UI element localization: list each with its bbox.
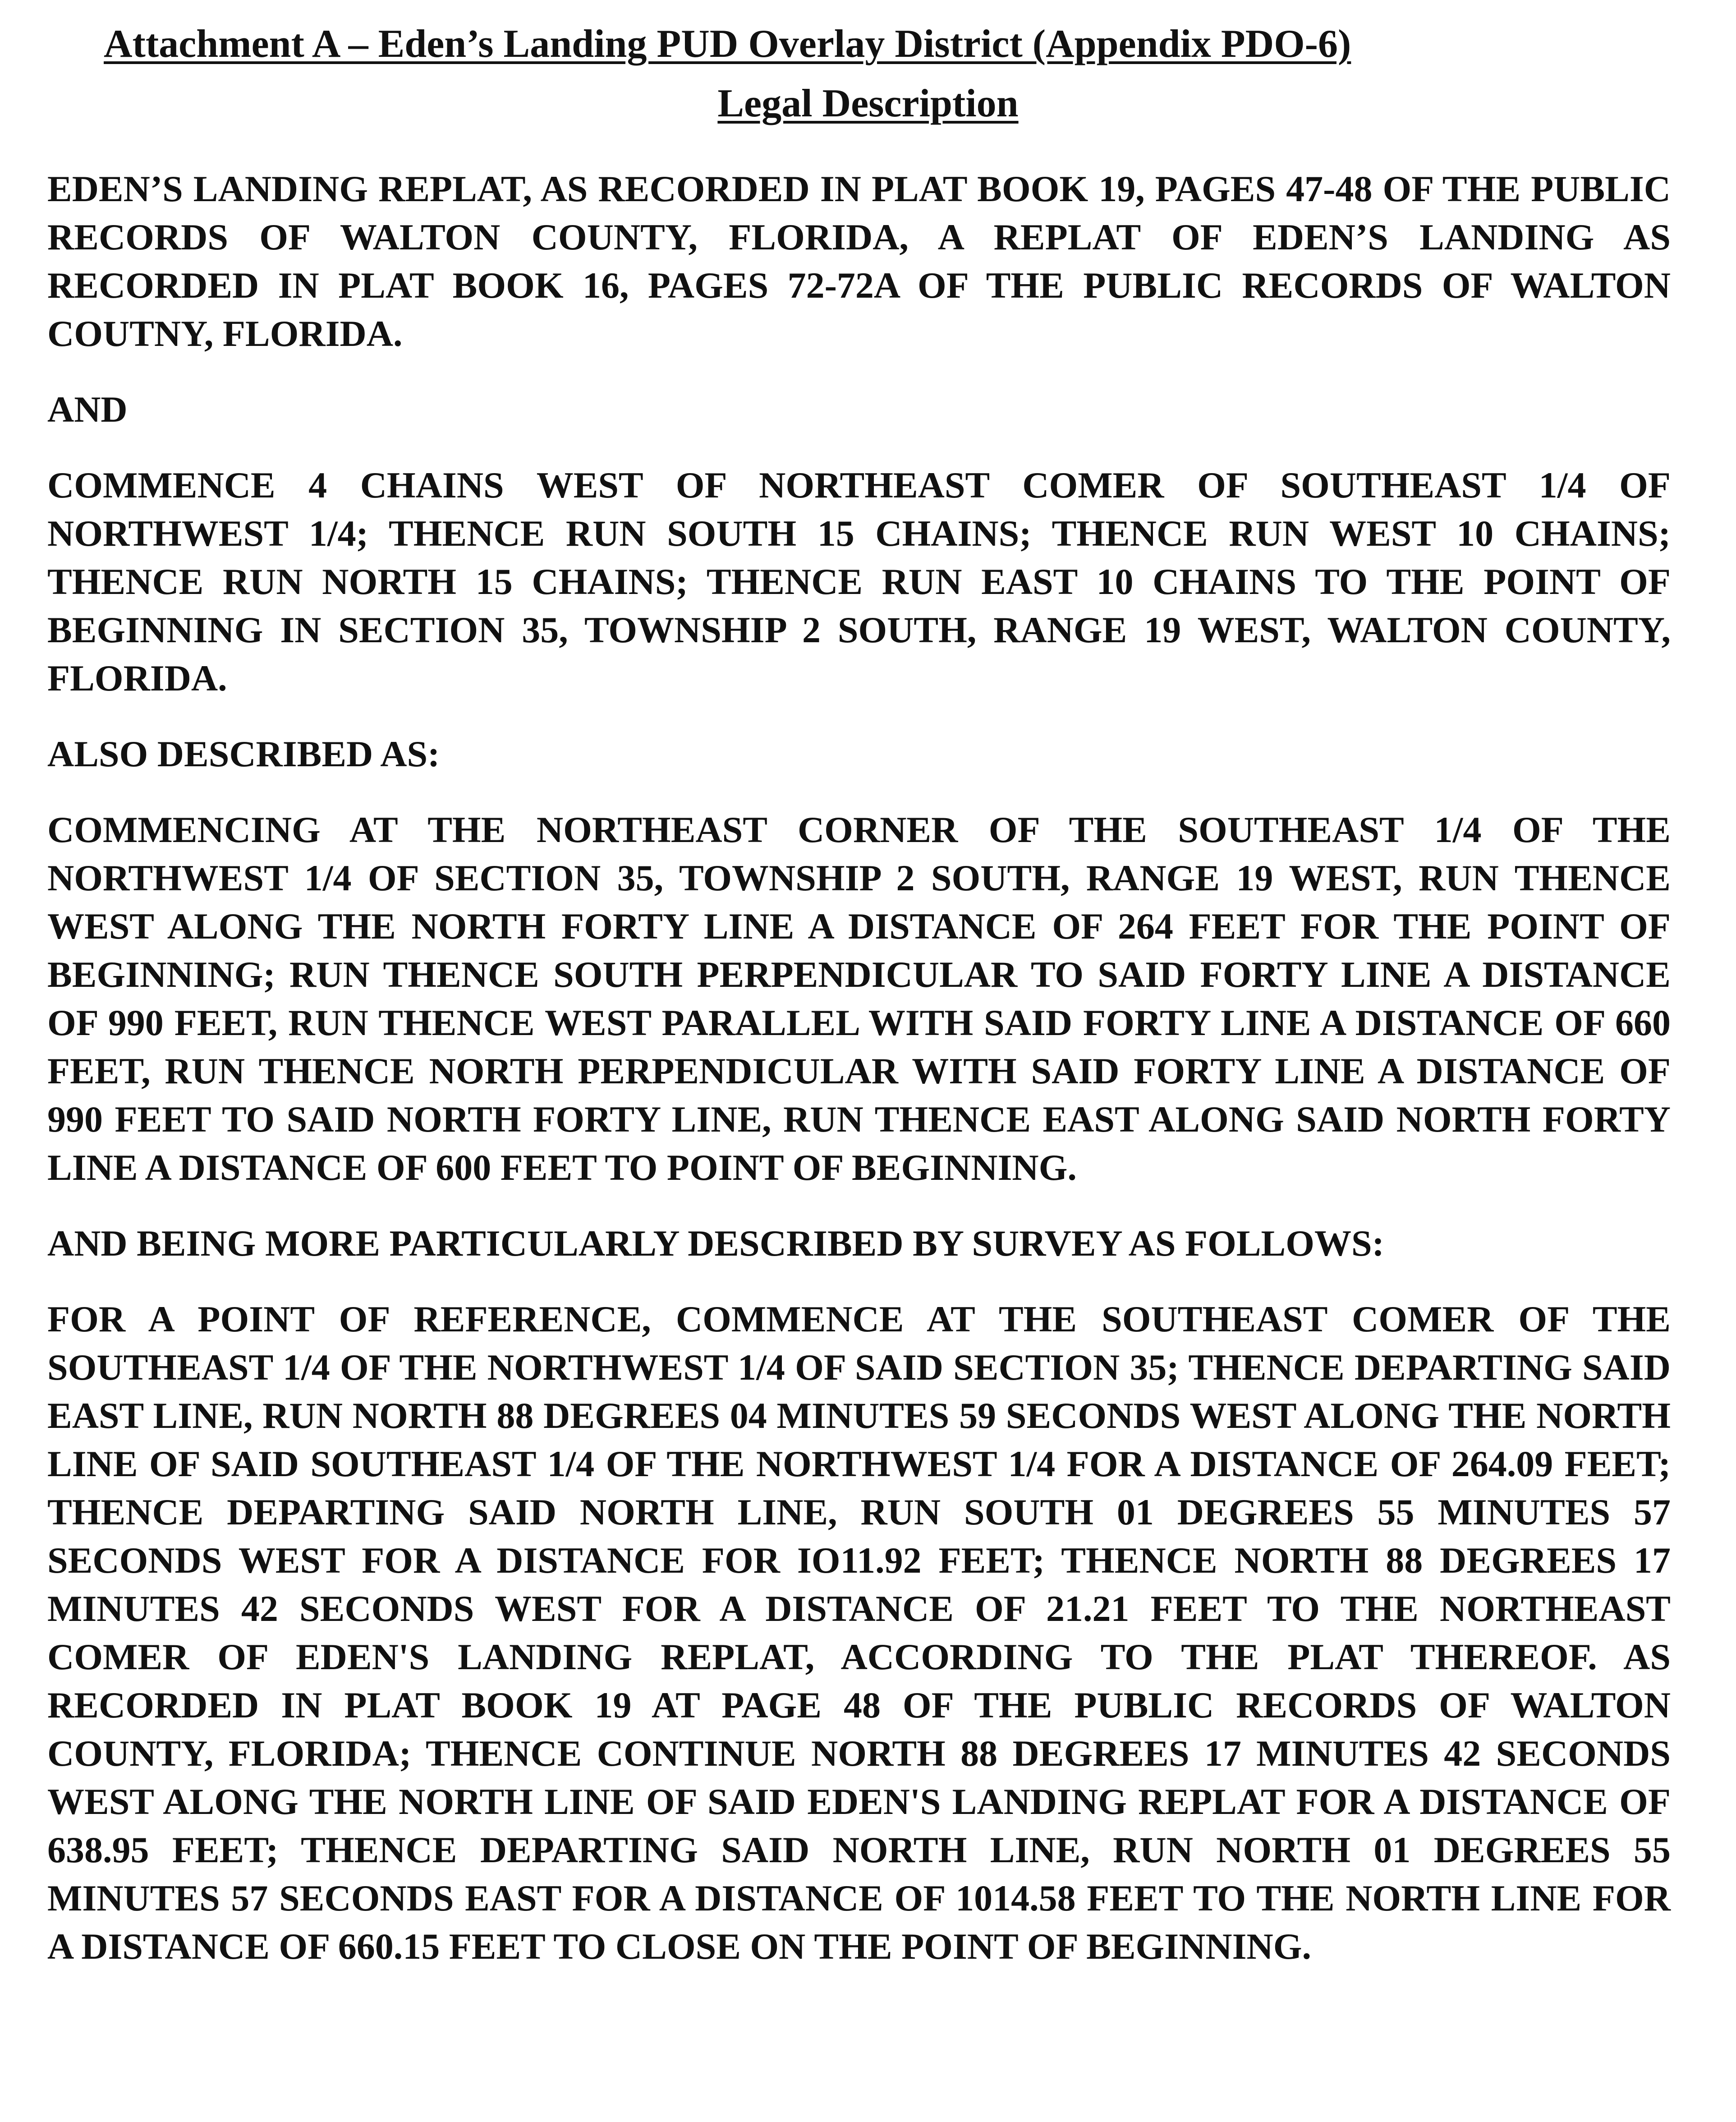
paragraph-commence-chains: COMMENCE 4 CHAINS WEST OF NORTHEAST COMER OF SOUTHEAST 1/4 OF NORTHWEST 1/4; THENCE RUN SOUTH 15 CHAINS; THENCE RUN WEST 10 CHAINS; THENCE RUN NORTH 15 CHAINS; THENCE RUN EAST 10 CHAINS TO THE POINT OF BEGINNING IN SECTION 35, TOWNSHIP 2 SOUTH, RANGE 19 WEST, WALTON COUNTY, FLORIDA. [47, 465, 1671, 699]
paragraph-survey-heading: AND BEING MORE PARTICULARLY DESCRIBED BY SURVEY AS FOLLOWS: [47, 1223, 1384, 1264]
legal-description-body [47, 165, 1671, 1998]
paragraph-survey-description: FOR A POINT OF REFERENCE, COMMENCE AT THE SOUTHEAST COMER OF THE SOUTHEAST 1/4 OF THE NORTHWEST 1/4 OF SAID SECTION 35; THENCE DEPARTING SAID EAST LINE, RUN NORTH 88 DEGREES 04 MINUTES 59 SECONDS WEST ALONG THE NORTH LINE OF SAID SOUTHEAST 1/4 OF THE NORTHWEST 1/4 FOR A DISTANCE OF 264.09 FEET; THENCE DEPARTING SAID NORTH LINE, RUN SOUTH 01 DEGREES 55 MINUTES 57 SECONDS WEST FOR A DISTANCE FOR IO11.92 FEET; THENCE NORTH 88 DEGREES 17 MINUTES 42 SECONDS WEST FOR A DISTANCE OF 21.21 FEET TO THE NORTHEAST COMER OF EDEN'S LANDING REPLAT, ACCORDING TO THE PLAT THEREOF. AS RECORDED IN PLAT BOOK 19 AT PAGE 48 OF THE PUBLIC RECORDS OF WALTON COUNTY, FLORIDA; THENCE CONTINUE NORTH 88 DEGREES 17 MINUTES 42 SECONDS WEST ALONG THE NORTH LINE OF SAID EDEN'S LANDING REPLAT FOR A DISTANCE OF 638.95 FEET; THENCE DEPARTING SAID NORTH LINE, RUN NORTH 01 DEGREES 55 MINUTES 57 SECONDS EAST FOR A DISTANCE OF 1014.58 FEET TO THE NORTH LINE FOR A DISTANCE OF 660.15 FEET TO CLOSE ON THE POINT OF BEGINNING. [47, 1298, 1671, 1967]
paragraph-replat: EDEN’S LANDING REPLAT, AS RECORDED IN PLAT BOOK 19, PAGES 47-48 OF THE PUBLIC RECORDS OF WALTON COUNTY, FLORIDA, A REPLAT OF EDEN’S LANDING AS RECORDED IN PLAT BOOK 16, PAGES 72-72A OF THE PUBLIC RECORDS OF WALTON COUTNY, FLORIDA. [47, 168, 1671, 354]
paragraph-and: AND [47, 389, 128, 430]
paragraph-also-described: ALSO DESCRIBED AS: [47, 733, 440, 774]
document-subtitle: Legal Description [717, 82, 1019, 125]
document-title: Attachment A – Eden’s Landing PUD Overlay District (Appendix PDO-6) [104, 22, 1351, 66]
paragraph-commencing-corner: COMMENCING AT THE NORTHEAST CORNER OF THE SOUTHEAST 1/4 OF THE NORTHWEST 1/4 OF SECTION 35, TOWNSHIP 2 SOUTH, RANGE 19 WEST, RUN THENCE WEST ALONG THE NORTH FORTY LINE A DISTANCE OF 264 FEET FOR THE POINT OF BEGINNING; RUN THENCE SOUTH PERPENDICULAR TO SAID FORTY LINE A DISTANCE OF 990 FEET, RUN THENCE WEST PARALLEL WITH SAID FORTY LINE A DISTANCE OF 660 FEET, RUN THENCE NORTH PERPENDICULAR WITH SAID FORTY LINE A DISTANCE OF 990 FEET TO SAID NORTH FORTY LINE, RUN THENCE EAST ALONG SAID NORTH FORTY LINE A DISTANCE OF 600 FEET TO POINT OF BEGINNING. [47, 809, 1671, 1188]
